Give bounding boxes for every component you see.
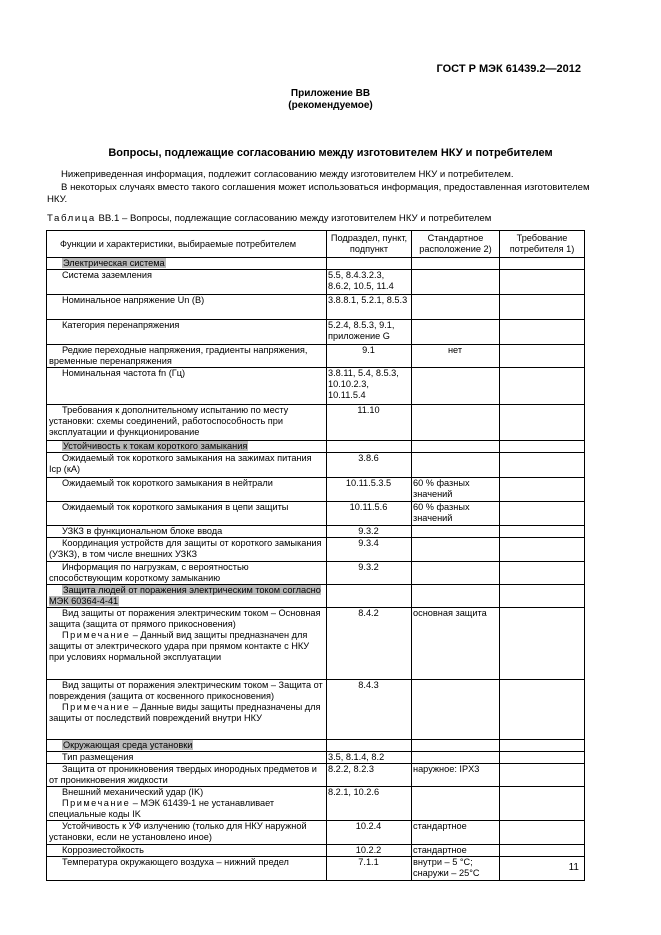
- cell-ref: 3.8.11, 5.4, 8.5.3, 10.10.2.3, 10.11.5.4: [327, 368, 412, 405]
- section-heading: Вопросы, подлежащие согласованию между изготовителем НКУ и потребителем: [108, 147, 553, 159]
- cell-feature: Тип размещения: [47, 752, 327, 764]
- feature-text: Вид защиты от поражения электрическим током – Защита от повреждения (защита от косвенного прикосновения): [49, 680, 323, 701]
- table-row: [47, 680, 585, 740]
- cell-ref: 10.11.5.3.5: [327, 478, 412, 502]
- table-row: [47, 453, 585, 478]
- cell-std: [412, 405, 500, 441]
- intro-paragraph-1: Нижеприведенная информация, подлежит согласованию между изготовителем НКУ и потребителем.: [61, 169, 514, 180]
- cell-ref: 8.2.2, 8.2.3: [327, 764, 412, 787]
- cell-feature: Ожидаемый ток короткого замыкания в нейтрали: [47, 478, 327, 502]
- cell-std: основная защита: [412, 608, 500, 680]
- table-row: [47, 526, 585, 538]
- cell-ref: 3.5, 8.1.4, 8.2: [327, 752, 412, 764]
- cell-feature: Ожидаемый ток короткого замыкания в цепи защиты: [47, 502, 327, 526]
- cell-req: [500, 345, 585, 368]
- cell-req: [500, 821, 585, 845]
- cell-req: [500, 787, 585, 821]
- table-caption: [47, 213, 491, 224]
- cell-ref: 10.11.5.6: [327, 502, 412, 526]
- cell-ref: 8.2.1, 10.2.6: [327, 787, 412, 821]
- section-title: Защита людей от поражения электрическим током согласно МЭК 60364-4-41: [49, 585, 321, 606]
- cell-req: [500, 270, 585, 295]
- table-row: [47, 368, 585, 405]
- cell-ref: [327, 441, 412, 453]
- table-caption-label: Таблица: [47, 213, 96, 224]
- cell-ref: 11.10: [327, 405, 412, 441]
- cell-req: [500, 502, 585, 526]
- cell-std: стандартное: [412, 845, 500, 857]
- cell-feature: Коррозиестойкость: [47, 845, 327, 857]
- cell-feature: Ожидаемый ток короткого замыкания на зажимах питания Icp (кА): [47, 453, 327, 478]
- cell-req: [500, 320, 585, 345]
- table-section-row: [47, 441, 585, 453]
- cell-feature: УЗКЗ в функциональном блоке ввода: [47, 526, 327, 538]
- section-title: Устойчивость к токам короткого замыкания: [63, 441, 248, 451]
- cell-std: [412, 752, 500, 764]
- table-section-row: [47, 585, 585, 608]
- table-row: [47, 562, 585, 585]
- cell-std: 60 % фазных значений: [412, 502, 500, 526]
- cell-feature: Защита от проникновения твердых инородных предметов и от проникновения жидкости: [47, 764, 327, 787]
- cell-feature: Устойчивость к УФ излучению (только для НКУ наружной установки, если не установлено иное): [47, 821, 327, 845]
- note-text: – Данные виды защиты предназначены для защиты от последствий повреждений внутри НКУ: [49, 702, 321, 723]
- table-caption-text: ВВ.1 – Вопросы, подлежащие согласованию между изготовителем НКУ и потребителем: [98, 213, 492, 224]
- cell-req: [500, 441, 585, 453]
- cell-ref: 7.1.1: [327, 857, 412, 881]
- cell-feature: [47, 787, 327, 821]
- note-text: – Данный вид защиты предназначен для защиты от электрического удара при прямом контакте с НКУ при условиях нормальной эксплуатации: [49, 630, 310, 662]
- cell-ref: 10.2.4: [327, 821, 412, 845]
- table-row: [47, 320, 585, 345]
- page-number: 11: [568, 862, 579, 873]
- cell-req: [500, 368, 585, 405]
- cell-std: [412, 526, 500, 538]
- cell-ref: 3.8.6: [327, 453, 412, 478]
- cell-feature: [47, 680, 327, 740]
- feature-note: [49, 630, 324, 663]
- table-section-row: [47, 740, 585, 752]
- requirements-table: [46, 230, 585, 881]
- cell-ref: 9.3.2: [327, 562, 412, 585]
- cell-ref: 5.5, 8.4.3.2.3, 8.6.2, 10.5, 11.4: [327, 270, 412, 295]
- cell-std: [412, 320, 500, 345]
- appendix-title: Приложение ВВ: [290, 88, 371, 99]
- cell-req: [500, 453, 585, 478]
- cell-feature: Координация устройств для защиты от короткого замыкания (УЗКЗ), в том числе внешних УЗКЗ: [47, 538, 327, 562]
- cell-feature: Температура окружающего воздуха – нижний предел: [47, 857, 327, 881]
- table-row: [47, 405, 585, 441]
- cell-ref: [327, 740, 412, 752]
- cell-std: [412, 441, 500, 453]
- cell-std: нет: [412, 345, 500, 368]
- table-row: [47, 538, 585, 562]
- cell-std: [412, 680, 500, 740]
- cell-feature: [47, 740, 327, 752]
- table-row: [47, 502, 585, 526]
- cell-feature: [47, 258, 327, 270]
- cell-ref: 9.3.2: [327, 526, 412, 538]
- cell-req: [500, 562, 585, 585]
- intro-paragraph-2: В некоторых случаях вместо такого соглашения может использоваться информация, предоставленная изготовителем НКУ.: [47, 182, 590, 205]
- section-title: Электрическая система: [63, 258, 165, 268]
- cell-std: внутри – 5 °С; снаружи – 25°С: [412, 857, 500, 881]
- cell-std: [412, 295, 500, 320]
- feature-note: [49, 702, 324, 724]
- cell-feature: Категория перенапряжения: [47, 320, 327, 345]
- cell-ref: 3.8.8.1, 5.2.1, 8.5.3: [327, 295, 412, 320]
- cell-std: стандартное: [412, 821, 500, 845]
- feature-note: [49, 798, 324, 820]
- cell-feature: Номинальное напряжение Un (В): [47, 295, 327, 320]
- note-text: – МЭК 61439-1 не устанавливает специальные коды IK: [49, 798, 275, 819]
- header-req: Требование потребителя 1): [500, 231, 585, 258]
- table-header-row: [47, 231, 585, 258]
- cell-feature: Информация по нагрузкам, с вероятностью способствующим короткому замыканию: [47, 562, 327, 585]
- appendix-subtitle: (рекомендуемое): [288, 100, 373, 111]
- cell-ref: 5.2.4, 8.5.3, 9.1, приложение G: [327, 320, 412, 345]
- cell-req: [500, 752, 585, 764]
- table-row: [47, 857, 585, 881]
- table-row: [47, 787, 585, 821]
- cell-std: [412, 368, 500, 405]
- table-section-row: [47, 258, 585, 270]
- cell-feature: Система заземления: [47, 270, 327, 295]
- table-row: [47, 478, 585, 502]
- cell-feature: Номинальная частота fn (Гц): [47, 368, 327, 405]
- cell-std: [412, 562, 500, 585]
- note-label: Примечание: [62, 798, 131, 808]
- section-title: Окружающая среда установки: [63, 740, 193, 750]
- cell-req: [500, 478, 585, 502]
- note-label: Примечание: [62, 630, 131, 640]
- table-row: [47, 270, 585, 295]
- cell-std: 60 % фазных значений: [412, 478, 500, 502]
- cell-std: [412, 453, 500, 478]
- cell-ref: [327, 258, 412, 270]
- cell-req: [500, 740, 585, 752]
- cell-req: [500, 680, 585, 740]
- note-label: Примечание: [62, 702, 131, 712]
- cell-req: [500, 295, 585, 320]
- cell-std: [412, 538, 500, 562]
- cell-req: [500, 538, 585, 562]
- cell-ref: 10.2.2: [327, 845, 412, 857]
- cell-ref: [327, 585, 412, 608]
- cell-feature: Редкие переходные напряжения, градиенты напряжения, временные перенапряжения: [47, 345, 327, 368]
- cell-feature: [47, 441, 327, 453]
- cell-ref: 9.3.4: [327, 538, 412, 562]
- feature-text: Внешний механический удар (IK): [62, 787, 204, 797]
- table-row: [47, 345, 585, 368]
- cell-req: [500, 258, 585, 270]
- cell-ref: 8.4.2: [327, 608, 412, 680]
- feature-text: Вид защиты от поражения электрическим током – Основная защита (защита от прямого прикосновения): [49, 608, 321, 629]
- cell-std: [412, 258, 500, 270]
- header-std: Стандартное расположение 2): [412, 231, 500, 258]
- document-number: ГОСТ Р МЭК 61439.2—2012: [436, 63, 581, 75]
- cell-req: [500, 764, 585, 787]
- cell-req: [500, 526, 585, 538]
- cell-std: [412, 787, 500, 821]
- table-row: [47, 764, 585, 787]
- table-row: [47, 608, 585, 680]
- cell-feature: Требования к дополнительному испытанию по месту установки: схемы соединений, работоспособность при эксплуатации и функционирование: [47, 405, 327, 441]
- cell-req: [500, 585, 585, 608]
- cell-std: [412, 270, 500, 295]
- cell-req: [500, 845, 585, 857]
- cell-ref: 9.1: [327, 345, 412, 368]
- header-ref: Подраздел, пункт, подпункт: [327, 231, 412, 258]
- cell-std: наружное: IPX3: [412, 764, 500, 787]
- header-feature: Функции и характеристики, выбираемые потребителем: [47, 231, 327, 258]
- cell-req: [500, 405, 585, 441]
- cell-feature: [47, 585, 327, 608]
- cell-feature: [47, 608, 327, 680]
- table-row: [47, 821, 585, 845]
- table-row: [47, 752, 585, 764]
- cell-ref: 8.4.3: [327, 680, 412, 740]
- table-row: [47, 845, 585, 857]
- table-row: [47, 295, 585, 320]
- table-body: [47, 258, 585, 881]
- cell-std: [412, 740, 500, 752]
- cell-std: [412, 585, 500, 608]
- cell-req: [500, 608, 585, 680]
